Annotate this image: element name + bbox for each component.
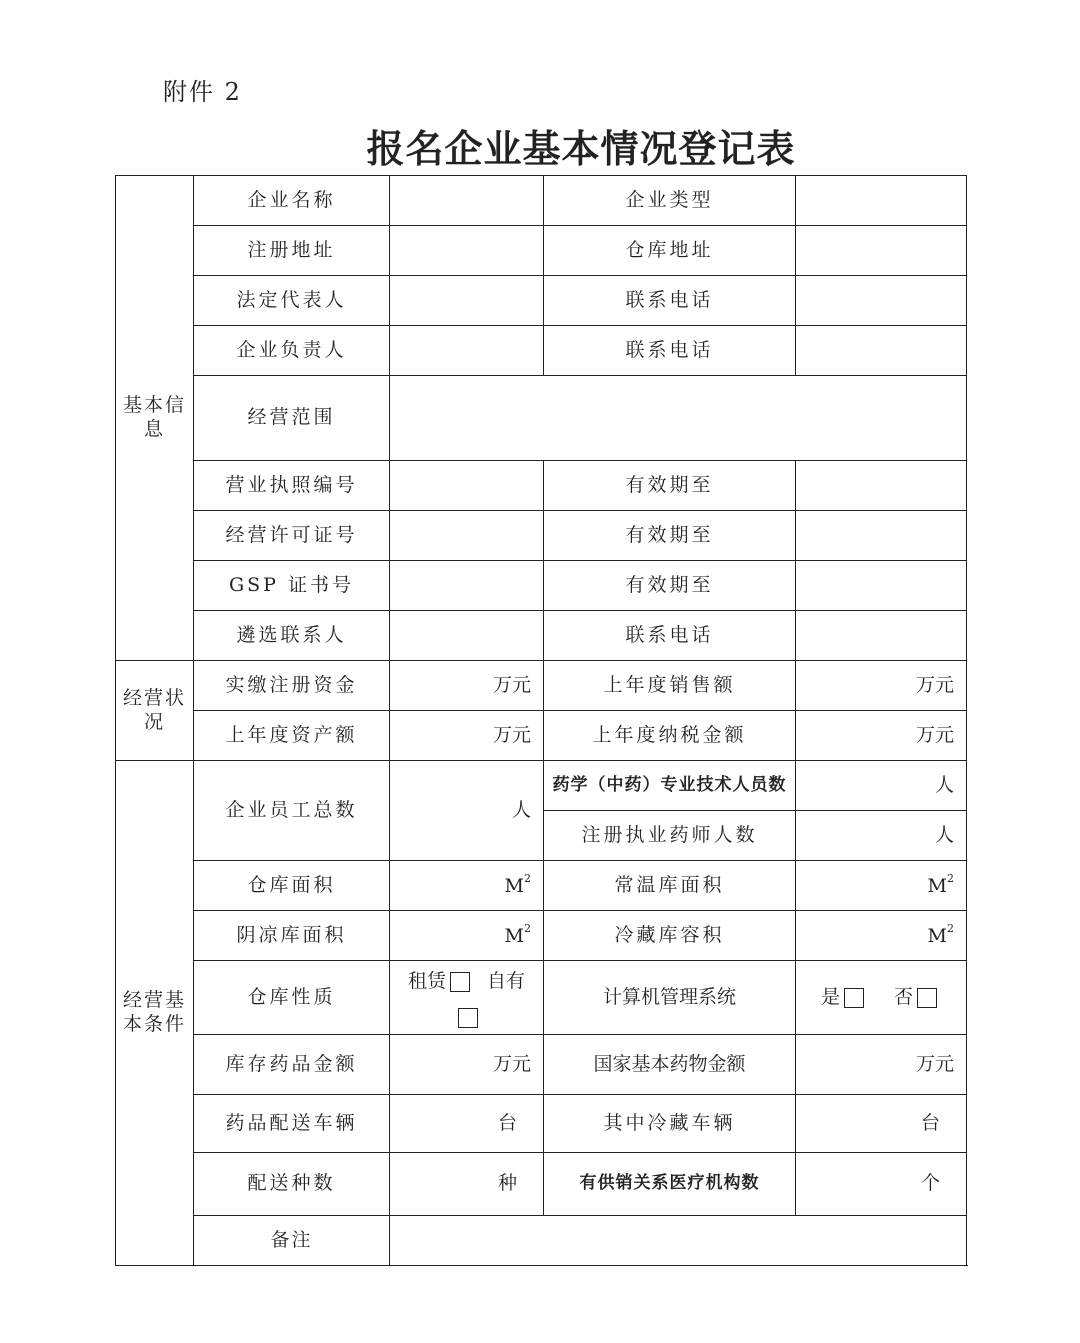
normal-temp-area-field[interactable] <box>796 861 967 911</box>
unit-wan: 万元 <box>492 673 531 696</box>
rent-checkbox[interactable] <box>450 972 470 992</box>
last-year-tax-field[interactable] <box>796 711 967 761</box>
contact-phone-2-field[interactable] <box>796 326 967 376</box>
valid-until-2-field[interactable] <box>796 511 967 561</box>
unit-wan: 万元 <box>915 673 954 696</box>
inventory-value-field[interactable] <box>390 1035 544 1095</box>
unit-person: 人 <box>511 798 531 821</box>
company-head-field[interactable] <box>390 326 544 376</box>
permit-no-field[interactable] <box>390 511 544 561</box>
label-computer-system: 计算机管理系统 <box>544 961 796 1035</box>
warehouse-address-field[interactable] <box>796 226 967 276</box>
business-scope-field[interactable] <box>390 376 967 461</box>
legal-rep-field[interactable] <box>390 276 544 326</box>
unit-m2: $M^2$ <box>927 872 954 898</box>
unit-m2: $M^2$ <box>504 872 531 898</box>
warehouse-area-field[interactable] <box>390 861 544 911</box>
unit-m2: $M^2$ <box>504 922 531 948</box>
label-company-type: 企业类型 <box>544 176 796 226</box>
own-label: 自有 <box>486 969 525 992</box>
label-contact-phone-1: 联系电话 <box>544 276 796 326</box>
contact-phone-3-field[interactable] <box>796 611 967 661</box>
label-valid-until-3: 有效期至 <box>544 561 796 611</box>
label-legal-rep: 法定代表人 <box>194 276 390 326</box>
label-contact-phone-3: 联系电话 <box>544 611 796 661</box>
paid-capital-field[interactable] <box>390 661 544 711</box>
pharma-staff-field[interactable] <box>796 761 967 811</box>
label-cold-volume: 冷藏库容积 <box>544 911 796 961</box>
remarks-field[interactable] <box>390 1216 967 1266</box>
label-delivery-varieties: 配送种数 <box>194 1153 390 1216</box>
label-license-no: 营业执照编号 <box>194 461 390 511</box>
label-selection-contact: 遴选联系人 <box>194 611 390 661</box>
section-basic-info: 基本信息 <box>116 176 194 661</box>
yes-checkbox[interactable] <box>844 988 864 1008</box>
last-year-sales-field[interactable] <box>796 661 967 711</box>
label-permit-no: 经营许可证号 <box>194 511 390 561</box>
label-company-head: 企业负责人 <box>194 326 390 376</box>
label-valid-until-1: 有效期至 <box>544 461 796 511</box>
label-last-year-assets: 上年度资产额 <box>194 711 390 761</box>
unit-wan: 万元 <box>492 723 531 746</box>
unit-vehicle: 台 <box>497 1111 517 1134</box>
section-conditions: 经营基本条件 <box>116 761 194 1266</box>
delivery-varieties-field[interactable] <box>390 1153 544 1216</box>
unit-wan: 万元 <box>492 1052 531 1075</box>
label-inventory-value: 库存药品金额 <box>194 1035 390 1095</box>
delivery-vehicles-field[interactable] <box>390 1095 544 1153</box>
warehouse-nature-field <box>390 961 544 1035</box>
yes-label: 是 <box>820 985 840 1008</box>
label-delivery-vehicles: 药品配送车辆 <box>194 1095 390 1153</box>
label-reg-address: 注册地址 <box>194 226 390 276</box>
no-checkbox[interactable] <box>917 988 937 1008</box>
label-contact-phone-2: 联系电话 <box>544 326 796 376</box>
rent-label: 租赁 <box>408 969 447 992</box>
label-essential-drugs-value: 国家基本药物金额 <box>544 1035 796 1095</box>
label-gsp-no: GSP 证书号 <box>194 561 390 611</box>
company-type-field[interactable] <box>796 176 967 226</box>
cold-volume-field[interactable] <box>796 911 967 961</box>
label-warehouse-nature: 仓库性质 <box>194 961 390 1035</box>
unit-kind: 种 <box>497 1172 517 1195</box>
cold-vehicles-field[interactable] <box>796 1095 967 1153</box>
contact-phone-1-field[interactable] <box>796 276 967 326</box>
unit-person: 人 <box>934 823 954 846</box>
label-valid-until-2: 有效期至 <box>544 511 796 561</box>
label-business-scope: 经营范围 <box>194 376 390 461</box>
cool-area-field[interactable] <box>390 911 544 961</box>
label-cold-vehicles: 其中冷藏车辆 <box>544 1095 796 1153</box>
label-warehouse-address: 仓库地址 <box>544 226 796 276</box>
unit-wan: 万元 <box>915 1052 954 1075</box>
total-staff-field[interactable] <box>390 761 544 861</box>
no-label: 否 <box>894 985 914 1008</box>
section-operation: 经营状况 <box>116 661 194 761</box>
reg-address-field[interactable] <box>390 226 544 276</box>
label-cool-area: 阴凉库面积 <box>194 911 390 961</box>
section-remarks: 备注 <box>194 1216 390 1266</box>
essential-drugs-value-field[interactable] <box>796 1035 967 1095</box>
licensed-pharmacists-field[interactable] <box>796 811 967 861</box>
unit-m2: $M^2$ <box>927 922 954 948</box>
medical-institutions-field[interactable] <box>796 1153 967 1216</box>
label-paid-capital: 实缴注册资金 <box>194 661 390 711</box>
label-licensed-pharmacists: 注册执业药师人数 <box>544 811 796 861</box>
unit-vehicle: 台 <box>920 1111 940 1134</box>
form-title: 报名企业基本情况登记表 <box>366 127 796 171</box>
registration-table <box>115 175 967 1266</box>
label-total-staff: 企业员工总数 <box>194 761 390 861</box>
label-normal-temp-area: 常温库面积 <box>544 861 796 911</box>
computer-system-field <box>796 961 967 1035</box>
label-medical-institutions: 有供销关系医疗机构数 <box>544 1153 796 1216</box>
attachment-label: 附件 2 <box>163 78 242 106</box>
selection-contact-field[interactable] <box>390 611 544 661</box>
label-last-year-tax: 上年度纳税金额 <box>544 711 796 761</box>
gsp-no-field[interactable] <box>390 561 544 611</box>
valid-until-1-field[interactable] <box>796 461 967 511</box>
unit-person: 人 <box>934 773 954 796</box>
label-pharma-staff: 药学（中药）专业技术人员数 <box>544 761 796 811</box>
company-name-field[interactable] <box>390 176 544 226</box>
unit-wan: 万元 <box>915 723 954 746</box>
own-checkbox[interactable] <box>458 1008 478 1028</box>
last-year-assets-field[interactable] <box>390 711 544 761</box>
label-company-name: 企业名称 <box>194 176 390 226</box>
label-warehouse-area: 仓库面积 <box>194 861 390 911</box>
valid-until-3-field[interactable] <box>796 561 967 611</box>
license-no-field[interactable] <box>390 461 544 511</box>
label-last-year-sales: 上年度销售额 <box>544 661 796 711</box>
unit-count: 个 <box>920 1172 940 1195</box>
